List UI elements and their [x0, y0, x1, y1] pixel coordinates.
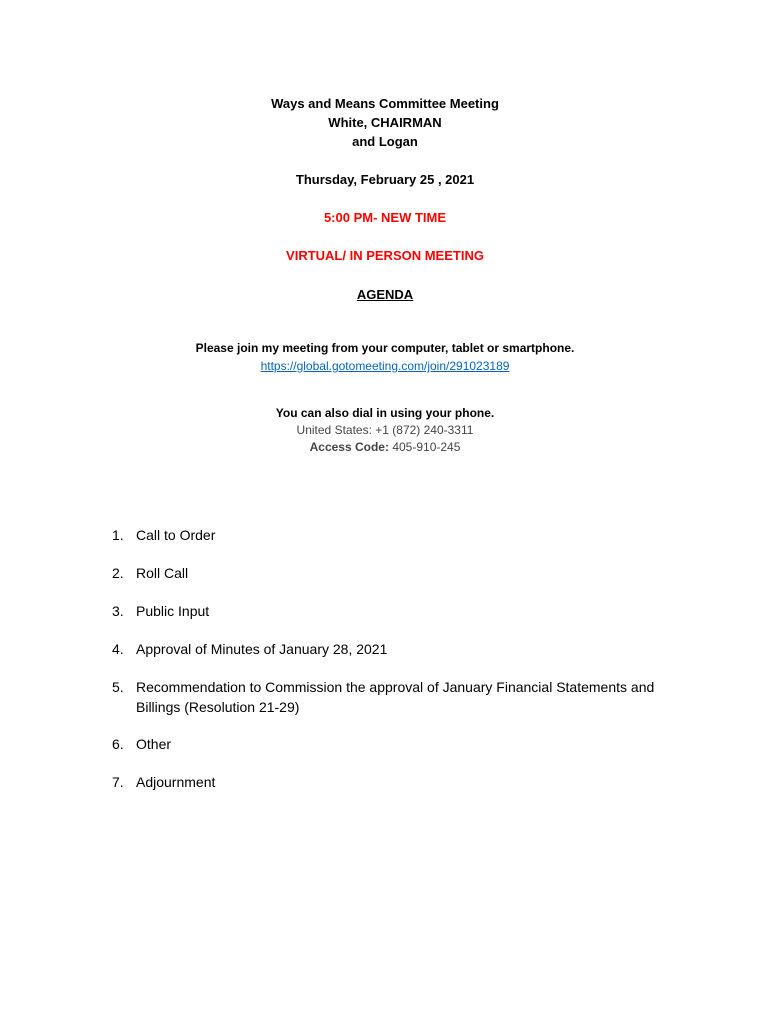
agenda-heading-label: AGENDA — [356, 287, 414, 302]
agenda-item-number: 6. — [112, 736, 124, 752]
join-instruction: Please join my meeting from your computer, tablet or smartphone. — [195, 341, 575, 355]
agenda-item-text: Roll Call — [136, 565, 189, 581]
agenda-item-text: Adjournment — [136, 774, 216, 790]
agenda-item-text-line1: Recommendation to Commission the approval of January Financial Statements and — [136, 679, 655, 695]
agenda-heading — [0, 285, 770, 304]
agenda-item-number: 7. — [112, 774, 124, 790]
agenda-item-number: 3. — [112, 603, 124, 619]
agenda-item-text-line2: Billings (Resolution 21-29) — [136, 699, 300, 715]
agenda-item-text: Public Input — [136, 603, 210, 619]
agenda-item-number: 1. — [112, 527, 124, 543]
dial-instruction: You can also dial in using your phone. — [275, 406, 495, 420]
agenda-item-number: 5. — [112, 679, 124, 695]
meeting-type: VIRTUAL/ IN PERSON MEETING — [286, 248, 484, 263]
chairman-line: White, CHAIRMAN — [328, 115, 442, 130]
agenda-item-text: Other — [136, 736, 172, 752]
members-line: and Logan — [352, 134, 418, 149]
access-code-value: 405-910-245 — [392, 440, 461, 454]
meeting-time: 5:00 PM- NEW TIME — [323, 210, 447, 225]
dial-phone-number: United States: +1 (872) 240-3311 — [296, 423, 474, 437]
agenda-item-text: Approval of Minutes of January 28, 2021 — [136, 641, 388, 657]
meeting-title: Ways and Means Committee Meeting — [271, 96, 499, 111]
join-link-row — [0, 358, 770, 374]
access-code-label: Access Code: — [309, 440, 389, 454]
agenda-item-number: 2. — [112, 565, 124, 581]
agenda-item-number: 4. — [112, 641, 124, 657]
agenda-item-text: Call to Order — [136, 527, 216, 543]
meeting-join-link[interactable]: https://global.gotomeeting.com/join/291023189 — [260, 359, 510, 373]
meeting-date: Thursday, February 25 , 2021 — [295, 172, 475, 187]
access-code-row — [0, 439, 770, 455]
